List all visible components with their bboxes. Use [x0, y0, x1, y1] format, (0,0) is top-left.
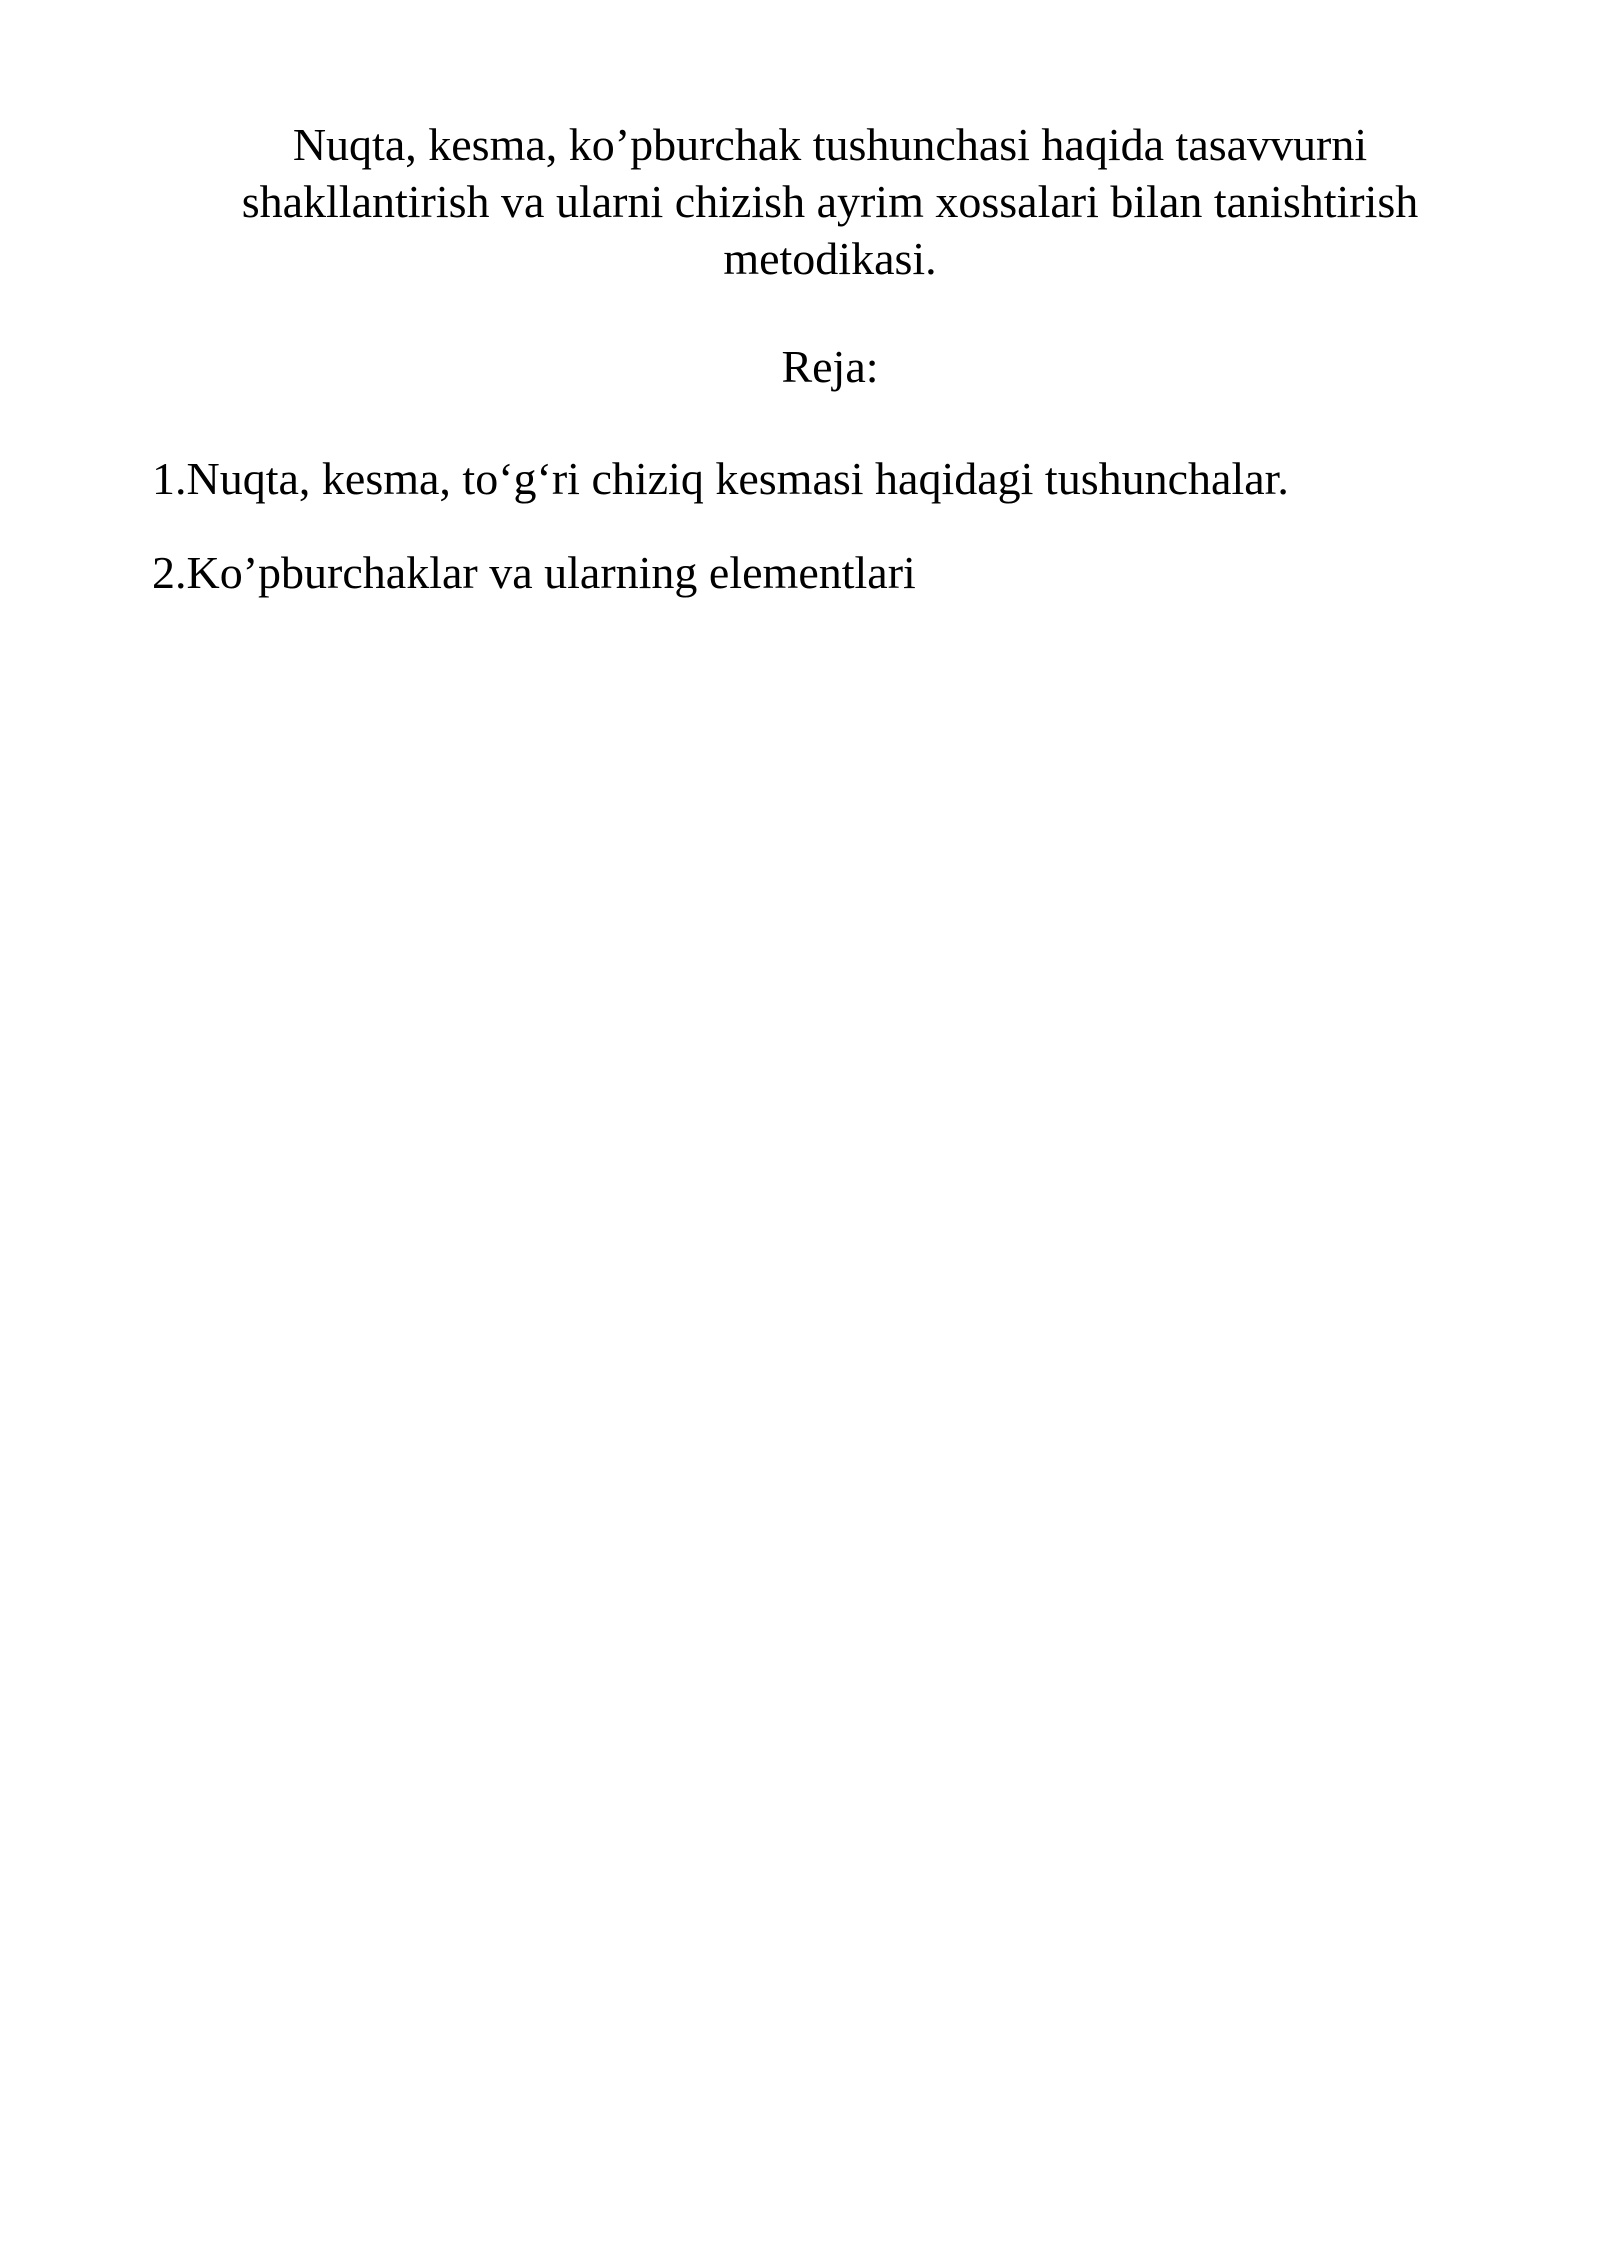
title-line: shakllantirish va ularni chizish ayrim xossalari bilan tanishtirish: [241, 176, 1419, 227]
plan-item: 1.Nuqta, kesma, to‘g‘ri chiziq kesmasi haqidagi tushunchalar.: [152, 453, 1289, 504]
plan-heading: Reja:: [781, 341, 879, 392]
title-line: Nuqta, kesma, ko’pburchak tushunchasi haqida tasavvurni: [292, 119, 1368, 170]
plan-item: 2.Ko’pburchaklar va ularning elementlari: [152, 547, 916, 598]
document-title: [150, 116, 1510, 287]
plan-list: [152, 450, 1289, 638]
title-line: metodikasi.: [723, 233, 937, 284]
